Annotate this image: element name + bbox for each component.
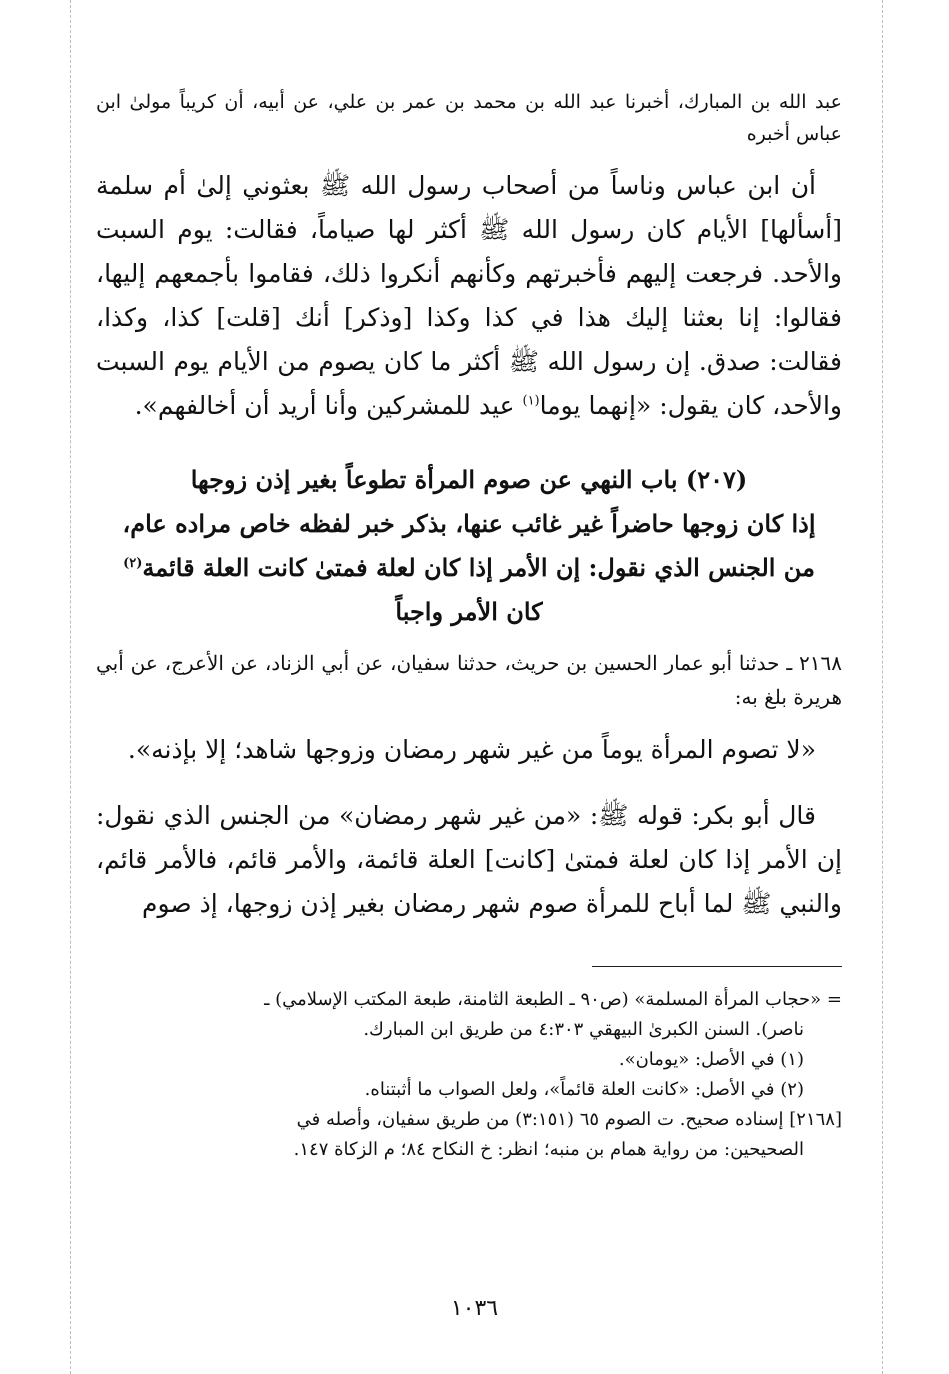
scan-margin-line-right (882, 0, 883, 1374)
chapter-title-line-3 (96, 546, 842, 590)
author-commentary: قال أبو بكر: قوله ﷺ: «من غير شهر رمضان» من الجنس الذي نقول: إن الأمر إذا كان لعلة فمتىٰ [كانت] العلة قائمة، والأمر قائم، فالأمر قائم، والنبي ﷺ لما أباح للمرأة صوم شهر رمضان بغير إذن زوجها، إذ صوم (96, 801, 842, 918)
isnad-top: عبد الله بن المبارك، أخبرنا عبد الله بن محمد بن عمر بن علي، عن أبيه، أن كريباً مولىٰ ابن عباس أخبره (96, 91, 842, 145)
footnote-1: (١) في الأصل: «يومان». (618, 1049, 804, 1070)
chapter-title-line-2: إذا كان زوجها حاضراً غير غائب عنها، بذكر خبر لفظه خاص مراده عام، (122, 509, 816, 538)
footnotes-section (96, 985, 842, 1165)
hadith-main-ending: عيد للمشركين وأنا أريد أن أخالفهم». (134, 391, 523, 420)
footnote-separator (592, 966, 842, 967)
footnote-ref-1: (١) (522, 393, 540, 409)
footnote-continuation-line-1: = «حجاب المرأة المسلمة» (ص٩٠ ـ الطبعة الثامنة، طبعة المكتب الإسلامي) ـ (264, 989, 842, 1010)
chapter-title-line-1: (٢٠٧) باب النهي عن صوم المرأة تطوعاً بغير إذن زوجها (190, 465, 748, 494)
footnote-ref-2: (٢) (123, 556, 143, 571)
footnote-2: (٢) في الأصل: «كانت العلة قائماً»، ولعل الصواب ما أثبتناه. (364, 1079, 804, 1100)
hadith-2168-matn: «لا تصوم المرأة يوماً من غير شهر رمضان وزوجها شاهد؛ إلا بإذنه». (127, 735, 816, 764)
hadith-2168-isnad: ٢١٦٨ ـ حدثنا أبو عمار الحسين بن حريث، حدثنا سفيان، عن أبي الزناد، عن الأعرج، عن أبي هريرة بلغ به: (96, 651, 842, 709)
takhrij-line-2: الصحيحين: من رواية همام بن منبه؛ انظر: خ النكاح ٨٤؛ م الزكاة ١٤٧. (293, 1139, 804, 1160)
hadith-main-body: أن ابن عباس وناساً من أصحاب رسول الله ﷺ بعثوني إلىٰ أم سلمة [أسألها] الأيام كان رسول الله ﷺ أكثر لها صياماً، فقالت: يوم السبت والأحد. فرجعت إليهم فأخبرتهم وكأنهم أنكروا ذلك، فقاموا بأجمعهم إليها، فقالوا: إنا بعثنا إليك هذا في كذا وكذا [وذكر] أنك [قلت] كذا، وكذا، فقالت: صدق. إن رسول الله ﷺ أكثر ما كان يصوم من الأيام يوم السبت والأحد، كان يقول: «إنهما يوما (96, 171, 842, 420)
chapter-title-line-3-text: من الجنس الذي نقول: إن الأمر إذا كان لعلة فمتىٰ كانت العلة قائمة (142, 553, 815, 582)
page-number: ١٠٣٦ (450, 1296, 499, 1321)
chapter-title-line-4: كان الأمر واجباً (395, 597, 543, 626)
footnote-continuation-line-2: ناصر). السنن الكبرىٰ البيهقي ٤:٣٠٣ من طريق ابن المبارك. (363, 1019, 804, 1040)
scan-margin-line-left (70, 0, 71, 1374)
takhrij-line-1: [٢١٦٨] إسناده صحيح. ت الصوم ٦٥ (٣:١٥١) من طريق سفيان، وأصله في (296, 1109, 842, 1130)
chapter-heading (96, 458, 842, 634)
hadith-main-text (96, 164, 842, 428)
page-content (96, 86, 842, 1165)
